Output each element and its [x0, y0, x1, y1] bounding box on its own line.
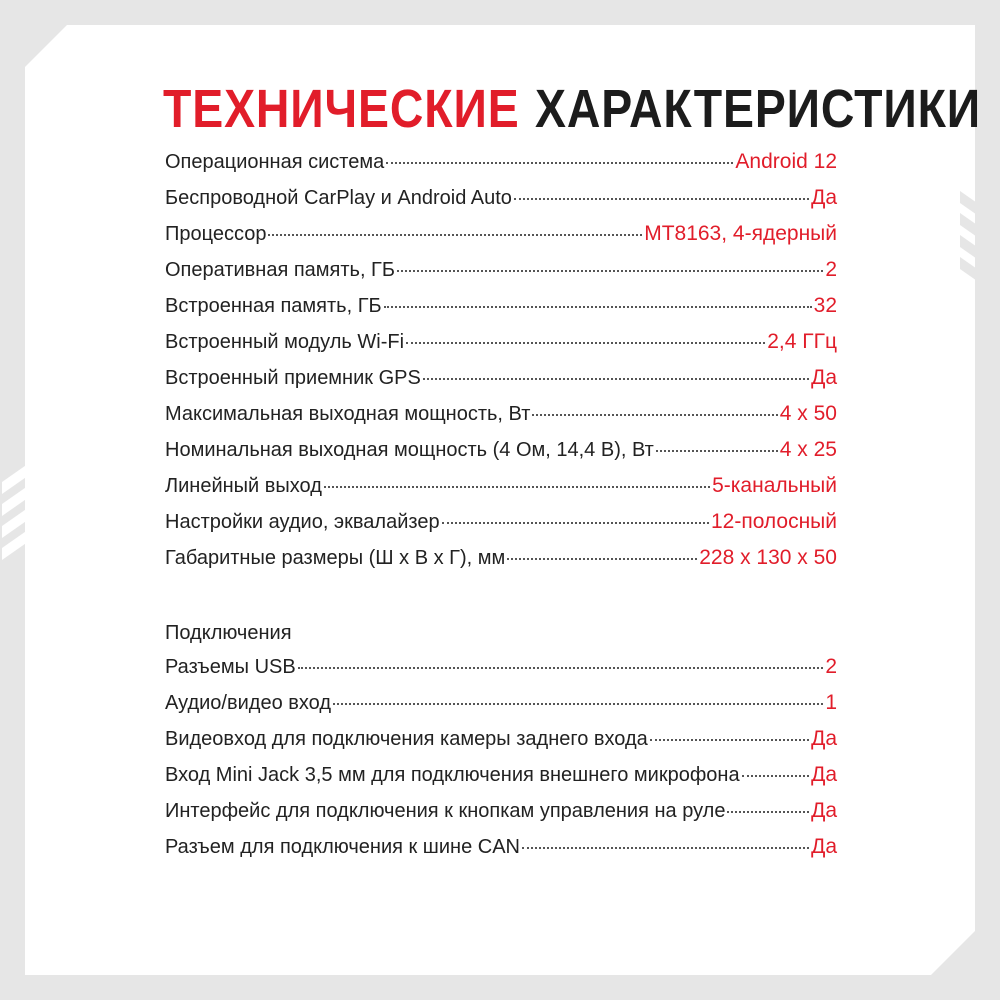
spec-label: Встроенный приемник GPS	[165, 367, 421, 389]
spec-label: Аудио/видео вход	[165, 692, 331, 714]
spec-value: Android 12	[735, 150, 837, 173]
spec-row	[165, 222, 837, 258]
spec-value: Да	[811, 186, 837, 209]
spec-row	[165, 438, 837, 474]
dot-leader	[656, 450, 778, 452]
spec-value: 1	[825, 691, 837, 714]
spec-value: Да	[811, 366, 837, 389]
spec-label: Процессор	[165, 223, 267, 245]
dot-leader	[522, 847, 809, 849]
left-stripes-decoration	[2, 468, 42, 556]
spec-label: Видеовход для подключения камеры заднего входа	[165, 728, 648, 750]
page-title	[163, 78, 982, 140]
spec-row	[165, 655, 837, 691]
spec-value: 2,4 ГГц	[767, 330, 837, 353]
spec-value: MT8163, 4-ядерный	[644, 222, 837, 245]
spec-value: 32	[813, 294, 837, 317]
dot-leader	[442, 522, 709, 524]
spec-label: Операционная система	[165, 151, 385, 173]
spec-value: 12-полосный	[710, 510, 837, 533]
dot-leader	[514, 198, 809, 200]
dot-leader	[650, 739, 809, 741]
spec-row	[165, 366, 837, 402]
dot-leader	[298, 667, 824, 669]
spec-row	[165, 510, 837, 546]
spec-label: Беспроводной CarPlay и Android Auto	[165, 187, 512, 209]
dot-leader	[423, 378, 809, 380]
spec-row	[165, 294, 837, 330]
dot-leader	[406, 342, 765, 344]
dot-leader	[532, 414, 777, 416]
spec-label: Линейный выход	[165, 475, 322, 497]
spec-row	[165, 691, 837, 727]
right-stripes-decoration	[960, 205, 1000, 293]
spec-value: 5-канальный	[712, 474, 837, 497]
spec-value: 2	[825, 258, 837, 281]
spec-value: 228 х 130 х 50	[699, 546, 837, 569]
dot-leader	[507, 558, 697, 560]
spec-label: Разъемы USB	[165, 656, 296, 678]
spec-row	[165, 727, 837, 763]
spec-row	[165, 763, 837, 799]
spec-value: 4 х 25	[779, 438, 837, 461]
spec-label: Настройки аудио, эквалайзер	[165, 511, 440, 533]
spec-label: Вход Mini Jack 3,5 мм для подключения внешнего микрофона	[165, 764, 740, 786]
title-part-red: ТЕХНИЧЕСКИЕ	[163, 79, 520, 139]
spec-row	[165, 258, 837, 294]
spec-label: Номинальная выходная мощность (4 Ом, 14,4 В), Вт	[165, 439, 654, 461]
connections-heading: Подключения	[165, 622, 292, 644]
spec-row	[165, 330, 837, 366]
spec-value: Да	[811, 763, 837, 786]
spec-value: Да	[811, 799, 837, 822]
spec-row	[165, 402, 837, 438]
spec-row	[165, 474, 837, 510]
spec-row	[165, 186, 837, 222]
title-part-dark: ХАРАКТЕРИСТИКИ	[535, 79, 982, 139]
spec-label: Оперативная память, ГБ	[165, 259, 396, 281]
spec-label: Интерфейс для подключения к кнопкам управления на руле	[165, 800, 726, 822]
dot-leader	[324, 486, 710, 488]
dot-leader	[384, 306, 812, 308]
spec-value: 4 х 50	[779, 402, 837, 425]
connections-list	[165, 655, 837, 871]
spec-label: Максимальная выходная мощность, Вт	[165, 403, 531, 425]
spec-value: Да	[811, 835, 837, 858]
spec-row	[165, 546, 837, 582]
dot-leader	[333, 703, 823, 705]
dot-leader	[386, 162, 733, 164]
spec-row	[165, 799, 837, 835]
spec-label: Габаритные размеры (Ш х В х Г), мм	[165, 547, 506, 569]
spec-label: Разъем для подключения к шине CAN	[165, 836, 520, 858]
dot-leader	[268, 234, 642, 236]
dot-leader	[727, 811, 809, 813]
spec-row	[165, 150, 837, 186]
specs-list	[165, 150, 837, 582]
dot-leader	[742, 775, 810, 777]
dot-leader	[397, 270, 823, 272]
spec-row	[165, 835, 837, 871]
spec-label: Встроенный модуль Wi-Fi	[165, 331, 405, 353]
spec-label: Встроенная память, ГБ	[165, 295, 382, 317]
spec-value: Да	[811, 727, 837, 750]
spec-value: 2	[825, 655, 837, 678]
